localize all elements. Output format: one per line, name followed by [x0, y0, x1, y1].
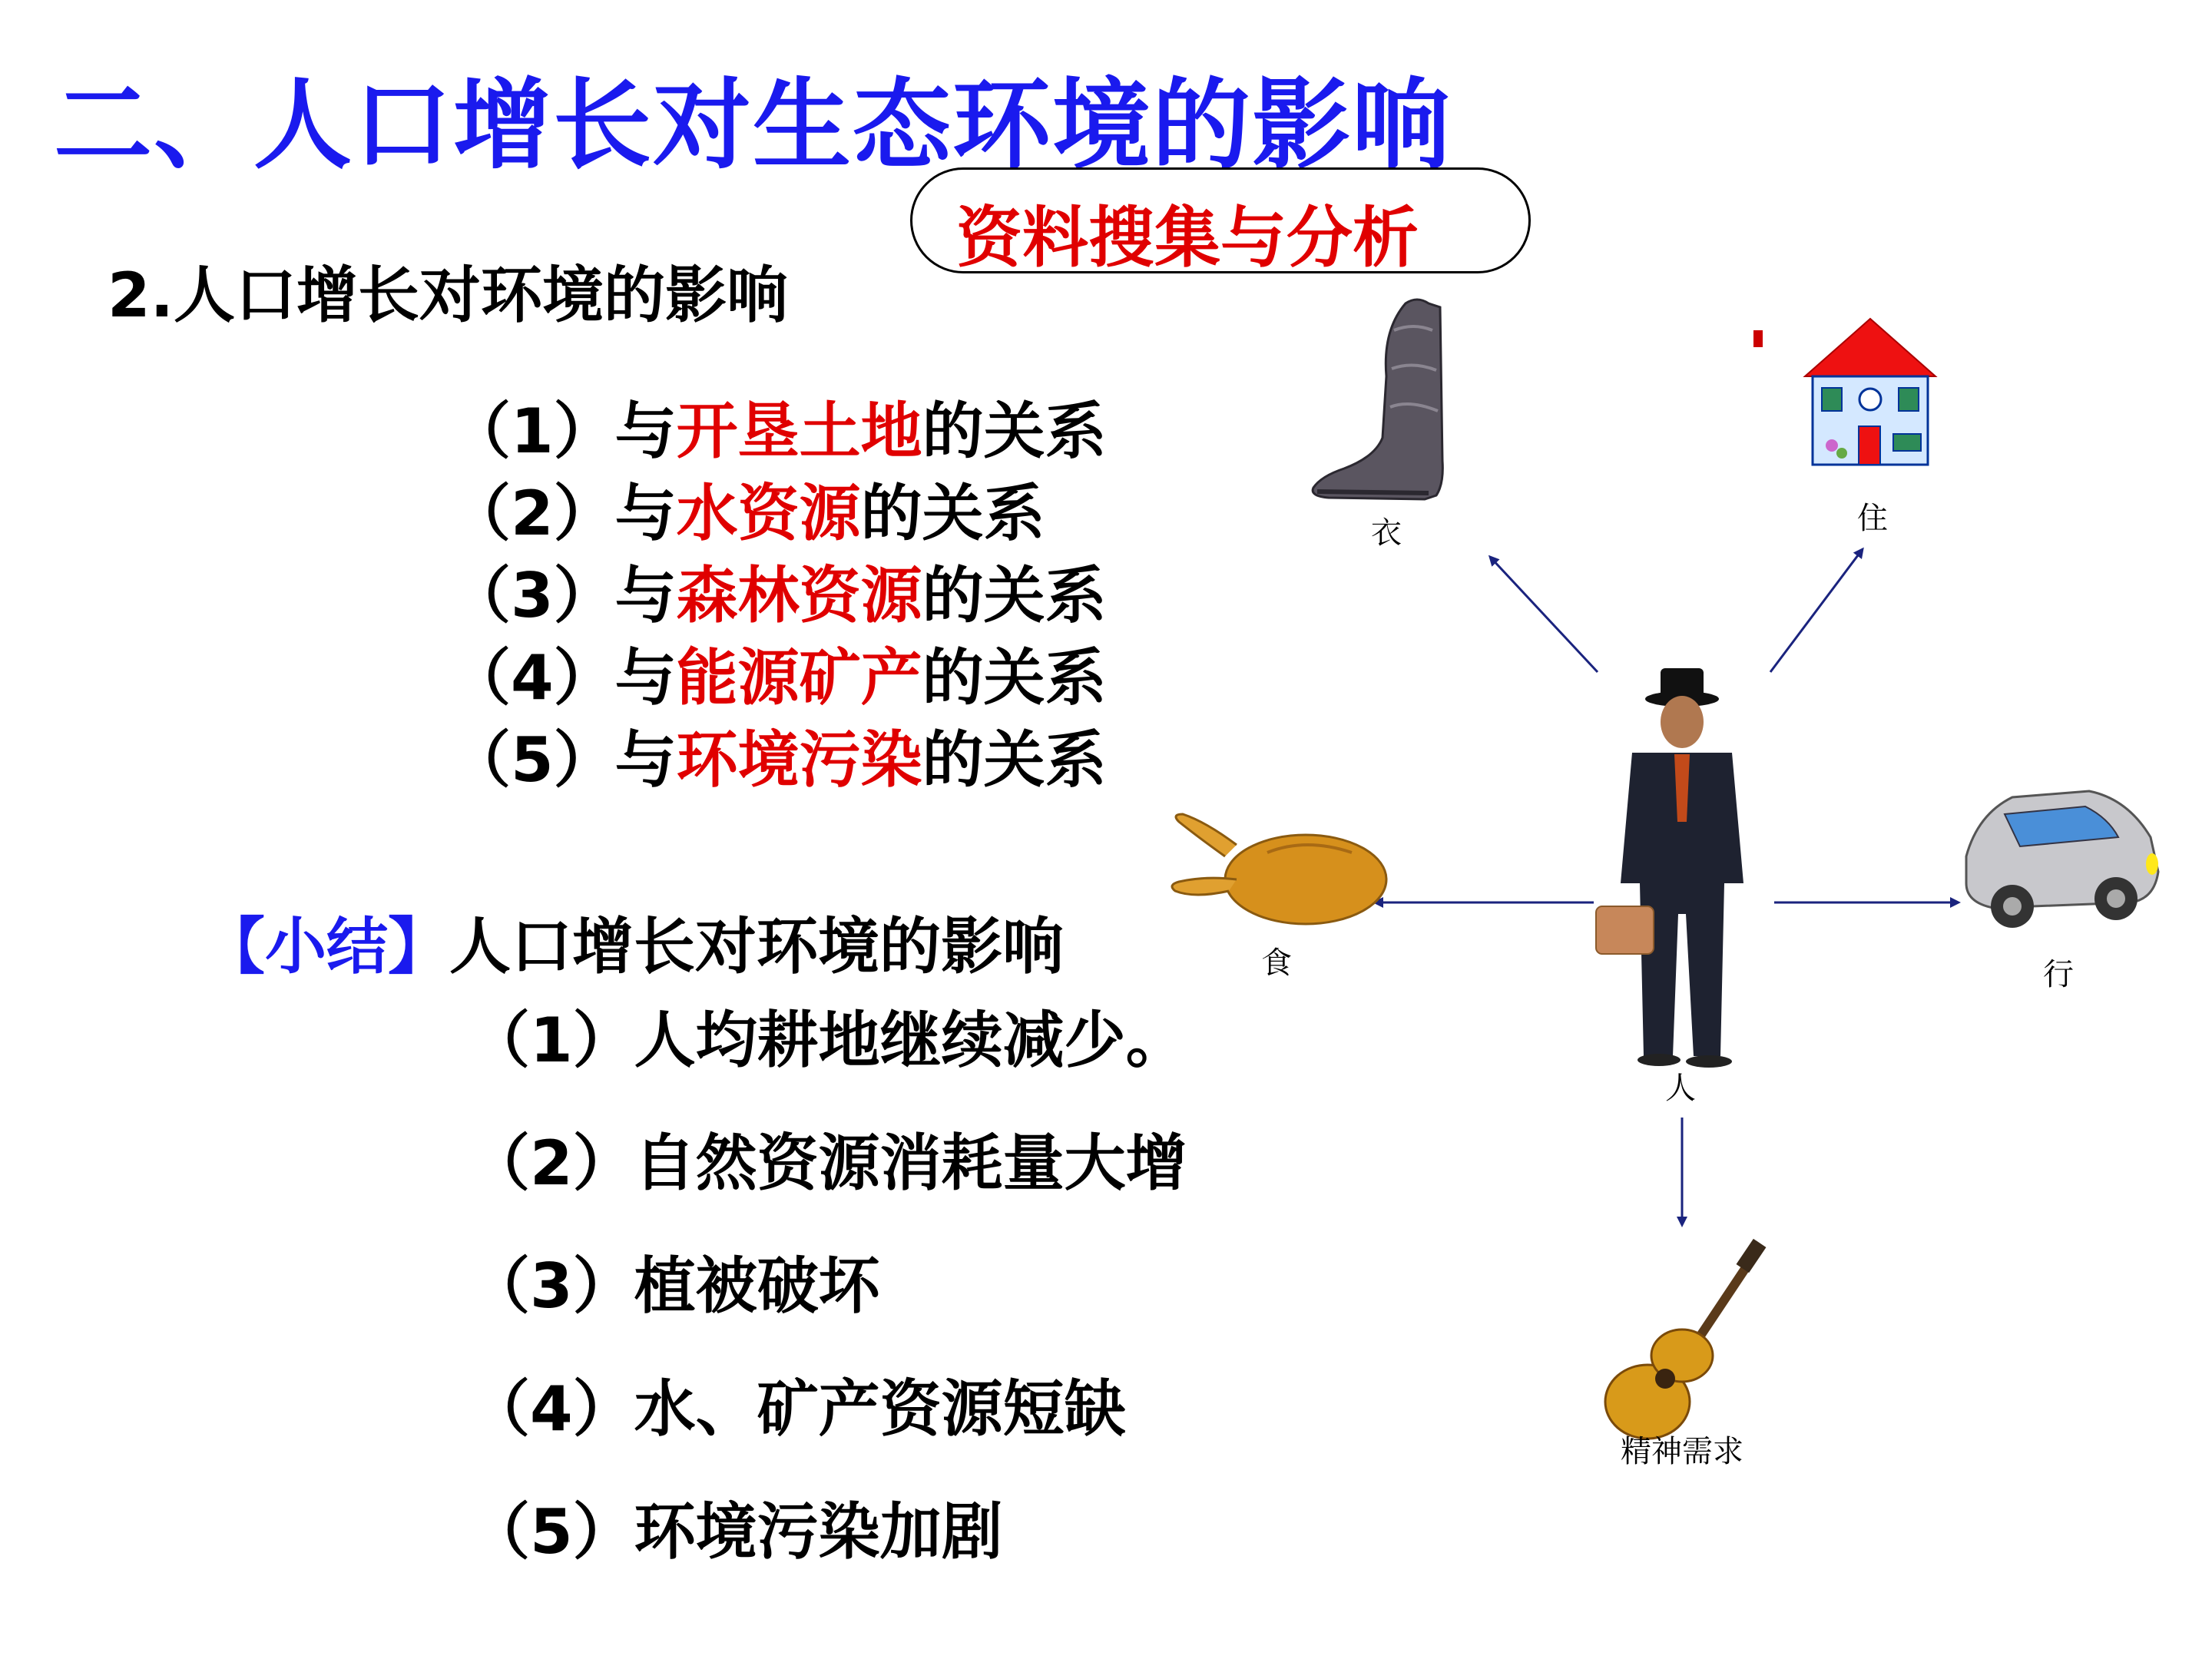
relation-item: （4）与能源矿产的关系 — [449, 642, 1107, 714]
house-icon — [1753, 319, 1936, 465]
needs-diagram — [1152, 284, 2212, 1498]
arrow-to-housing — [1770, 549, 1863, 672]
summary-tag: 【小结】 — [204, 911, 449, 982]
food-label: 食 — [1261, 945, 1292, 981]
car-icon — [1966, 791, 2158, 928]
relation-item: （1）与开垦土地的关系 — [449, 396, 1107, 467]
guitar-icon — [1605, 1239, 1766, 1439]
relation-item: （2）与水资源的关系 — [449, 478, 1045, 549]
slide-title: 二、人口增长对生态环境的影响 — [54, 68, 1452, 183]
housing-label: 住 — [1857, 501, 1888, 536]
summary-item: （3）植被破坏 — [469, 1250, 880, 1322]
clothing-label: 衣 — [1371, 515, 1402, 551]
summary-text: 人口增长对环境的影响 — [449, 911, 1064, 982]
person-icon — [1596, 668, 1743, 1068]
spiritual-label: 精神需求 — [1621, 1434, 1743, 1469]
needs-diagram-svg — [1152, 284, 2212, 1498]
summary-list — [469, 998, 1187, 1613]
summary-item: （1）人均耕地继续减少。 — [469, 1005, 1187, 1076]
travel-label: 行 — [2043, 957, 2074, 992]
person-label: 人 — [1665, 1071, 1696, 1106]
relations-list — [449, 390, 1107, 801]
relation-item: （3）与森林资源的关系 — [449, 560, 1107, 631]
food-icon — [1172, 814, 1386, 924]
subheading: 2.人口增长对环境的影响 — [108, 260, 789, 331]
summary-heading — [204, 897, 1064, 985]
arrow-to-clothing — [1490, 557, 1598, 672]
badge-label: 资料搜集与分析 — [956, 200, 1419, 276]
summary-item: （4）水、矿产资源短缺 — [469, 1373, 1126, 1445]
relation-item: （5）与环境污染的关系 — [449, 724, 1107, 796]
summary-item: （5）环境污染加剧 — [469, 1496, 1003, 1568]
summary-item: （2）自然资源消耗量大增 — [469, 1128, 1187, 1199]
boot-icon — [1313, 300, 1442, 499]
